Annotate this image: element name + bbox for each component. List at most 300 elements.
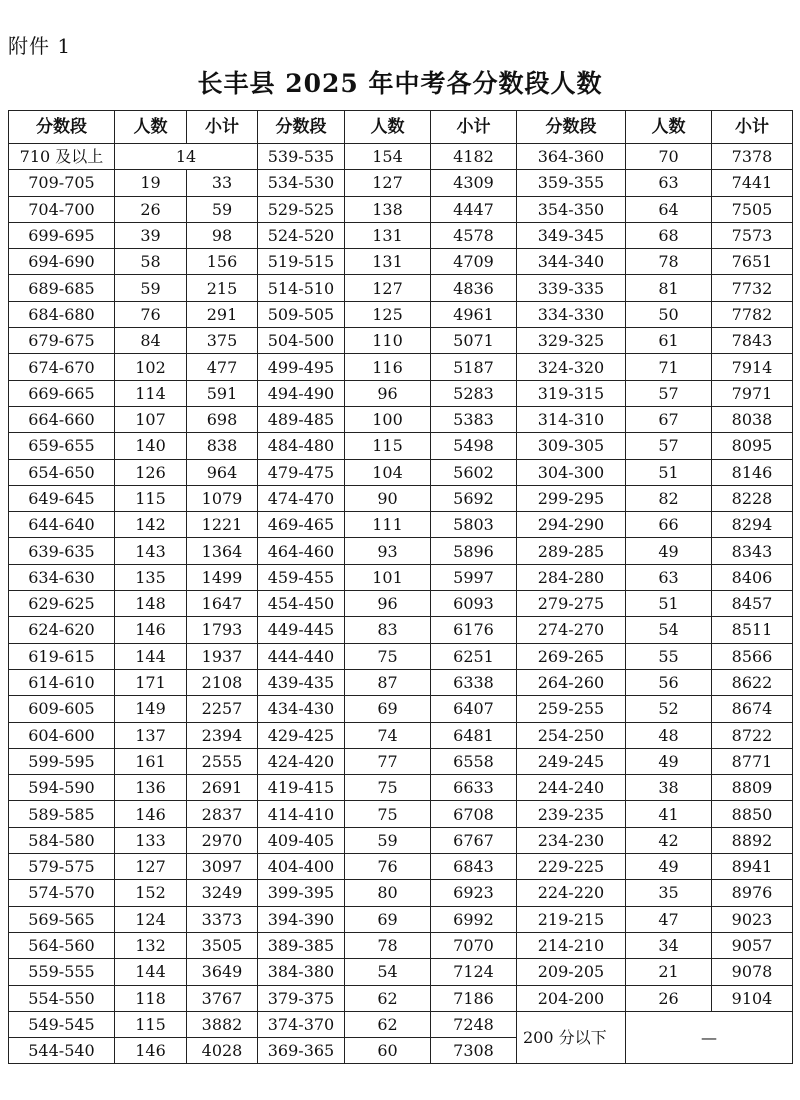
score-range-cell: 529-525: [258, 196, 345, 222]
count-cell: 61: [626, 328, 712, 354]
cumulative-cell: 7843: [712, 328, 793, 354]
count-cell: 146: [115, 801, 187, 827]
column-header: 小计: [187, 111, 258, 144]
cumulative-cell: 2555: [187, 748, 258, 774]
score-range-cell: 459-455: [258, 564, 345, 590]
count-cell: 54: [345, 959, 431, 985]
cumulative-cell: 8976: [712, 880, 793, 906]
score-range-cell: 284-280: [517, 564, 626, 590]
score-range-cell: 249-245: [517, 748, 626, 774]
cumulative-cell: 1937: [187, 643, 258, 669]
score-range-cell: 639-635: [9, 538, 115, 564]
cumulative-cell: 9057: [712, 932, 793, 958]
score-range-cell: 704-700: [9, 196, 115, 222]
cumulative-cell: 8892: [712, 827, 793, 853]
score-range-cell: 699-695: [9, 222, 115, 248]
count-cell: 74: [345, 722, 431, 748]
cumulative-cell: 4447: [431, 196, 517, 222]
table-row: [9, 801, 793, 827]
count-cell: 59: [115, 275, 187, 301]
count-cell: 124: [115, 906, 187, 932]
count-cell: 149: [115, 696, 187, 722]
table-row: [9, 196, 793, 222]
score-range-cell: 554-550: [9, 985, 115, 1011]
count-cell: 35: [626, 880, 712, 906]
cumulative-cell: 2837: [187, 801, 258, 827]
count-cell: 96: [345, 591, 431, 617]
cumulative-cell: 3505: [187, 932, 258, 958]
cumulative-cell: 2394: [187, 722, 258, 748]
cumulative-cell: 7914: [712, 354, 793, 380]
count-cell: 100: [345, 406, 431, 432]
cumulative-cell: 7782: [712, 301, 793, 327]
table-row: [9, 222, 793, 248]
score-range-cell: 404-400: [258, 854, 345, 880]
score-range-cell: 534-530: [258, 170, 345, 196]
count-cell: 161: [115, 748, 187, 774]
count-cell: 110: [345, 328, 431, 354]
count-cell: 62: [345, 1011, 431, 1037]
score-range-cell: 584-580: [9, 827, 115, 853]
column-header: 小计: [431, 111, 517, 144]
count-cell: 34: [626, 932, 712, 958]
table-row: [9, 959, 793, 985]
cumulative-cell: 1079: [187, 485, 258, 511]
score-range-cell: 409-405: [258, 827, 345, 853]
score-range-cell: 214-210: [517, 932, 626, 958]
count-cell: 76: [115, 301, 187, 327]
cumulative-cell: 8850: [712, 801, 793, 827]
table-row: [9, 722, 793, 748]
cumulative-cell: 964: [187, 459, 258, 485]
table-row: [9, 433, 793, 459]
cumulative-cell: 59: [187, 196, 258, 222]
count-cell: 146: [115, 1038, 187, 1064]
count-cell: 57: [626, 380, 712, 406]
score-range-cell: 329-325: [517, 328, 626, 354]
score-range-cell: 299-295: [517, 485, 626, 511]
table-row: [9, 301, 793, 327]
cumulative-cell: 4578: [431, 222, 517, 248]
count-cell: 83: [345, 617, 431, 643]
cumulative-cell: 1499: [187, 564, 258, 590]
count-cell: 107: [115, 406, 187, 432]
cumulative-cell: 6923: [431, 880, 517, 906]
score-range-cell: 379-375: [258, 985, 345, 1011]
table-row: [9, 827, 793, 853]
cumulative-cell: 215: [187, 275, 258, 301]
table-row: [9, 643, 793, 669]
score-range-cell: 204-200: [517, 985, 626, 1011]
count-cell: 127: [345, 275, 431, 301]
cumulative-cell: 4182: [431, 144, 517, 170]
below-200-label: 200 分以下: [517, 1011, 626, 1064]
count-cell: 78: [345, 932, 431, 958]
count-cell: 64: [626, 196, 712, 222]
count-cell: 66: [626, 512, 712, 538]
score-range-cell: 509-505: [258, 301, 345, 327]
table-row: [9, 1011, 793, 1037]
cumulative-cell: 8038: [712, 406, 793, 432]
score-range-cell: 564-560: [9, 932, 115, 958]
score-range-cell: 369-365: [258, 1038, 345, 1064]
count-cell: 126: [115, 459, 187, 485]
count-cell: 69: [345, 696, 431, 722]
cumulative-cell: 6176: [431, 617, 517, 643]
cumulative-cell: 6992: [431, 906, 517, 932]
score-range-cell: 544-540: [9, 1038, 115, 1064]
cumulative-cell: 6338: [431, 669, 517, 695]
count-cell: 143: [115, 538, 187, 564]
cumulative-cell: 8457: [712, 591, 793, 617]
table-row: [9, 906, 793, 932]
count-cell: 59: [345, 827, 431, 853]
score-range-cell: 599-595: [9, 748, 115, 774]
cumulative-cell: 7124: [431, 959, 517, 985]
cumulative-cell: 7248: [431, 1011, 517, 1037]
cumulative-cell: 3767: [187, 985, 258, 1011]
column-header: 分数段: [9, 111, 115, 144]
cumulative-cell: 6843: [431, 854, 517, 880]
count-cell: 49: [626, 748, 712, 774]
cumulative-cell: 156: [187, 249, 258, 275]
cumulative-cell: 8294: [712, 512, 793, 538]
cumulative-cell: 7378: [712, 144, 793, 170]
count-cell: 115: [115, 485, 187, 511]
cumulative-cell: 7732: [712, 275, 793, 301]
count-cell: 57: [626, 433, 712, 459]
cumulative-cell: 6633: [431, 775, 517, 801]
score-range-cell: 389-385: [258, 932, 345, 958]
cumulative-cell: 5283: [431, 380, 517, 406]
count-cell: 80: [345, 880, 431, 906]
cumulative-cell: 6093: [431, 591, 517, 617]
cumulative-cell: 2108: [187, 669, 258, 695]
table-row: [9, 985, 793, 1011]
score-range-cell: 259-255: [517, 696, 626, 722]
cumulative-cell: 8622: [712, 669, 793, 695]
table-row: [9, 512, 793, 538]
count-cell: 118: [115, 985, 187, 1011]
table-row: [9, 669, 793, 695]
score-range-cell: 224-220: [517, 880, 626, 906]
score-range-cell: 624-620: [9, 617, 115, 643]
score-range-cell: 294-290: [517, 512, 626, 538]
cumulative-cell: 9078: [712, 959, 793, 985]
cumulative-cell: 7505: [712, 196, 793, 222]
count-cell: 111: [345, 512, 431, 538]
cumulative-cell: 4836: [431, 275, 517, 301]
score-range-cell: 499-495: [258, 354, 345, 380]
score-range-cell: 669-665: [9, 380, 115, 406]
score-range-cell: 710 及以上: [9, 144, 115, 170]
score-range-cell: 569-565: [9, 906, 115, 932]
cumulative-cell: 9104: [712, 985, 793, 1011]
score-range-cell: 634-630: [9, 564, 115, 590]
count-cell: 26: [115, 196, 187, 222]
count-cell: 114: [115, 380, 187, 406]
cumulative-cell: 477: [187, 354, 258, 380]
cumulative-cell: 375: [187, 328, 258, 354]
table-row: [9, 328, 793, 354]
score-range-cell: 384-380: [258, 959, 345, 985]
score-range-cell: 659-655: [9, 433, 115, 459]
score-distribution-table: [8, 110, 793, 1064]
score-range-cell: 374-370: [258, 1011, 345, 1037]
score-range-cell: 589-585: [9, 801, 115, 827]
table-row: [9, 564, 793, 590]
count-cell: 39: [115, 222, 187, 248]
count-cell: 144: [115, 643, 187, 669]
column-header: 分数段: [258, 111, 345, 144]
score-range-cell: 454-450: [258, 591, 345, 617]
cumulative-cell: 591: [187, 380, 258, 406]
count-cell: 140: [115, 433, 187, 459]
count-cell: 104: [345, 459, 431, 485]
score-range-cell: 539-535: [258, 144, 345, 170]
score-range-cell: 254-250: [517, 722, 626, 748]
cumulative-cell: 3373: [187, 906, 258, 932]
count-cell: 101: [345, 564, 431, 590]
cumulative-cell: 2257: [187, 696, 258, 722]
column-header: 人数: [626, 111, 712, 144]
count-cell: 127: [345, 170, 431, 196]
score-range-cell: 219-215: [517, 906, 626, 932]
score-range-cell: 674-670: [9, 354, 115, 380]
count-cell: 55: [626, 643, 712, 669]
score-range-cell: 334-330: [517, 301, 626, 327]
count-cell: 38: [626, 775, 712, 801]
count-cell: 75: [345, 643, 431, 669]
score-range-cell: 399-395: [258, 880, 345, 906]
cumulative-cell: 7651: [712, 249, 793, 275]
cumulative-cell: 8809: [712, 775, 793, 801]
cumulative-cell: 6251: [431, 643, 517, 669]
score-range-cell: 309-305: [517, 433, 626, 459]
column-header: 人数: [115, 111, 187, 144]
score-range-cell: 559-555: [9, 959, 115, 985]
cumulative-cell: 5383: [431, 406, 517, 432]
score-range-cell: 609-605: [9, 696, 115, 722]
table-row: [9, 485, 793, 511]
score-range-cell: 549-545: [9, 1011, 115, 1037]
score-range-cell: 414-410: [258, 801, 345, 827]
cumulative-cell: 8228: [712, 485, 793, 511]
count-cell: 58: [115, 249, 187, 275]
count-cell: 60: [345, 1038, 431, 1064]
count-cell: 62: [345, 985, 431, 1011]
count-cell: 137: [115, 722, 187, 748]
table-row: [9, 170, 793, 196]
table-row: [9, 696, 793, 722]
score-range-cell: 264-260: [517, 669, 626, 695]
count-cell: 102: [115, 354, 187, 380]
cumulative-cell: 5602: [431, 459, 517, 485]
table-row: [9, 249, 793, 275]
score-range-cell: 434-430: [258, 696, 345, 722]
cumulative-cell: 1793: [187, 617, 258, 643]
score-range-cell: 244-240: [517, 775, 626, 801]
count-cell: 51: [626, 459, 712, 485]
table-row: [9, 880, 793, 906]
count-cell: 63: [626, 564, 712, 590]
cumulative-cell: 3649: [187, 959, 258, 985]
count-cell: 63: [626, 170, 712, 196]
cumulative-cell: 8771: [712, 748, 793, 774]
score-range-cell: 594-590: [9, 775, 115, 801]
score-range-cell: 664-660: [9, 406, 115, 432]
cumulative-cell: 6708: [431, 801, 517, 827]
count-cell: 132: [115, 932, 187, 958]
score-range-cell: 429-425: [258, 722, 345, 748]
score-range-cell: 344-340: [517, 249, 626, 275]
score-range-cell: 444-440: [258, 643, 345, 669]
score-range-cell: 449-445: [258, 617, 345, 643]
cumulative-cell: 1364: [187, 538, 258, 564]
count-cell: 75: [345, 775, 431, 801]
cumulative-cell: 9023: [712, 906, 793, 932]
score-range-cell: 269-265: [517, 643, 626, 669]
cumulative-cell: 6558: [431, 748, 517, 774]
score-range-cell: 684-680: [9, 301, 115, 327]
cumulative-cell: 698: [187, 406, 258, 432]
table-row: [9, 144, 793, 170]
cumulative-cell: 5692: [431, 485, 517, 511]
score-range-cell: 709-705: [9, 170, 115, 196]
count-cell: 26: [626, 985, 712, 1011]
count-cell: 49: [626, 854, 712, 880]
score-range-cell: 604-600: [9, 722, 115, 748]
count-cell: 21: [626, 959, 712, 985]
column-header: 小计: [712, 111, 793, 144]
score-range-cell: 424-420: [258, 748, 345, 774]
cumulative-cell: 8146: [712, 459, 793, 485]
cumulative-cell: 1221: [187, 512, 258, 538]
score-range-cell: 619-615: [9, 643, 115, 669]
count-cell: 138: [345, 196, 431, 222]
table-row: [9, 775, 793, 801]
count-cell: 82: [626, 485, 712, 511]
table-row: [9, 617, 793, 643]
count-cell: 152: [115, 880, 187, 906]
score-range-cell: 279-275: [517, 591, 626, 617]
cumulative-cell: 8406: [712, 564, 793, 590]
count-cell: 116: [345, 354, 431, 380]
table-row: [9, 538, 793, 564]
score-range-cell: 614-610: [9, 669, 115, 695]
cumulative-cell: 3249: [187, 880, 258, 906]
count-cell: 115: [115, 1011, 187, 1037]
cumulative-cell: 5803: [431, 512, 517, 538]
score-range-cell: 574-570: [9, 880, 115, 906]
score-range-cell: 474-470: [258, 485, 345, 511]
column-header: 分数段: [517, 111, 626, 144]
count-cell: 154: [345, 144, 431, 170]
table-row: [9, 932, 793, 958]
count-cell: 135: [115, 564, 187, 590]
score-range-cell: 629-625: [9, 591, 115, 617]
count-cell: 67: [626, 406, 712, 432]
cumulative-cell: 8511: [712, 617, 793, 643]
score-range-cell: 324-320: [517, 354, 626, 380]
cumulative-cell: 5896: [431, 538, 517, 564]
score-range-cell: 469-465: [258, 512, 345, 538]
below-200-value: —: [626, 1011, 793, 1064]
score-range-cell: 524-520: [258, 222, 345, 248]
cumulative-cell: 6481: [431, 722, 517, 748]
count-cell: 56: [626, 669, 712, 695]
count-cell: 78: [626, 249, 712, 275]
count-cell: 136: [115, 775, 187, 801]
count-cell: 115: [345, 433, 431, 459]
table-row: [9, 591, 793, 617]
score-range-cell: 464-460: [258, 538, 345, 564]
cumulative-cell: 1647: [187, 591, 258, 617]
score-range-cell: 689-685: [9, 275, 115, 301]
score-range-cell: 694-690: [9, 249, 115, 275]
score-range-cell: 679-675: [9, 328, 115, 354]
count-cell: 84: [115, 328, 187, 354]
column-header: 人数: [345, 111, 431, 144]
score-range-cell: 209-205: [517, 959, 626, 985]
cumulative-cell: 98: [187, 222, 258, 248]
header-row: [9, 111, 793, 144]
count-cell: 41: [626, 801, 712, 827]
count-cell: 133: [115, 827, 187, 853]
cumulative-cell: 4028: [187, 1038, 258, 1064]
count-cell: 14: [115, 144, 258, 170]
table-row: [9, 406, 793, 432]
count-cell: 96: [345, 380, 431, 406]
count-cell: 75: [345, 801, 431, 827]
cumulative-cell: 33: [187, 170, 258, 196]
cumulative-cell: 7441: [712, 170, 793, 196]
count-cell: 81: [626, 275, 712, 301]
table-row: [9, 354, 793, 380]
count-cell: 171: [115, 669, 187, 695]
count-cell: 87: [345, 669, 431, 695]
count-cell: 76: [345, 854, 431, 880]
count-cell: 42: [626, 827, 712, 853]
score-range-cell: 239-235: [517, 801, 626, 827]
count-cell: 93: [345, 538, 431, 564]
count-cell: 68: [626, 222, 712, 248]
count-cell: 52: [626, 696, 712, 722]
cumulative-cell: 6767: [431, 827, 517, 853]
count-cell: 144: [115, 959, 187, 985]
count-cell: 131: [345, 222, 431, 248]
count-cell: 50: [626, 301, 712, 327]
cumulative-cell: 7070: [431, 932, 517, 958]
count-cell: 77: [345, 748, 431, 774]
cumulative-cell: 7573: [712, 222, 793, 248]
attachment-label: 附件 1: [8, 34, 72, 58]
count-cell: 148: [115, 591, 187, 617]
cumulative-cell: 8095: [712, 433, 793, 459]
score-range-cell: 649-645: [9, 485, 115, 511]
cumulative-cell: 7971: [712, 380, 793, 406]
cumulative-cell: 3097: [187, 854, 258, 880]
score-range-cell: 489-485: [258, 406, 345, 432]
cumulative-cell: 5071: [431, 328, 517, 354]
count-cell: 47: [626, 906, 712, 932]
score-range-cell: 364-360: [517, 144, 626, 170]
score-range-cell: 339-335: [517, 275, 626, 301]
cumulative-cell: 5187: [431, 354, 517, 380]
count-cell: 51: [626, 591, 712, 617]
count-cell: 125: [345, 301, 431, 327]
score-range-cell: 494-490: [258, 380, 345, 406]
